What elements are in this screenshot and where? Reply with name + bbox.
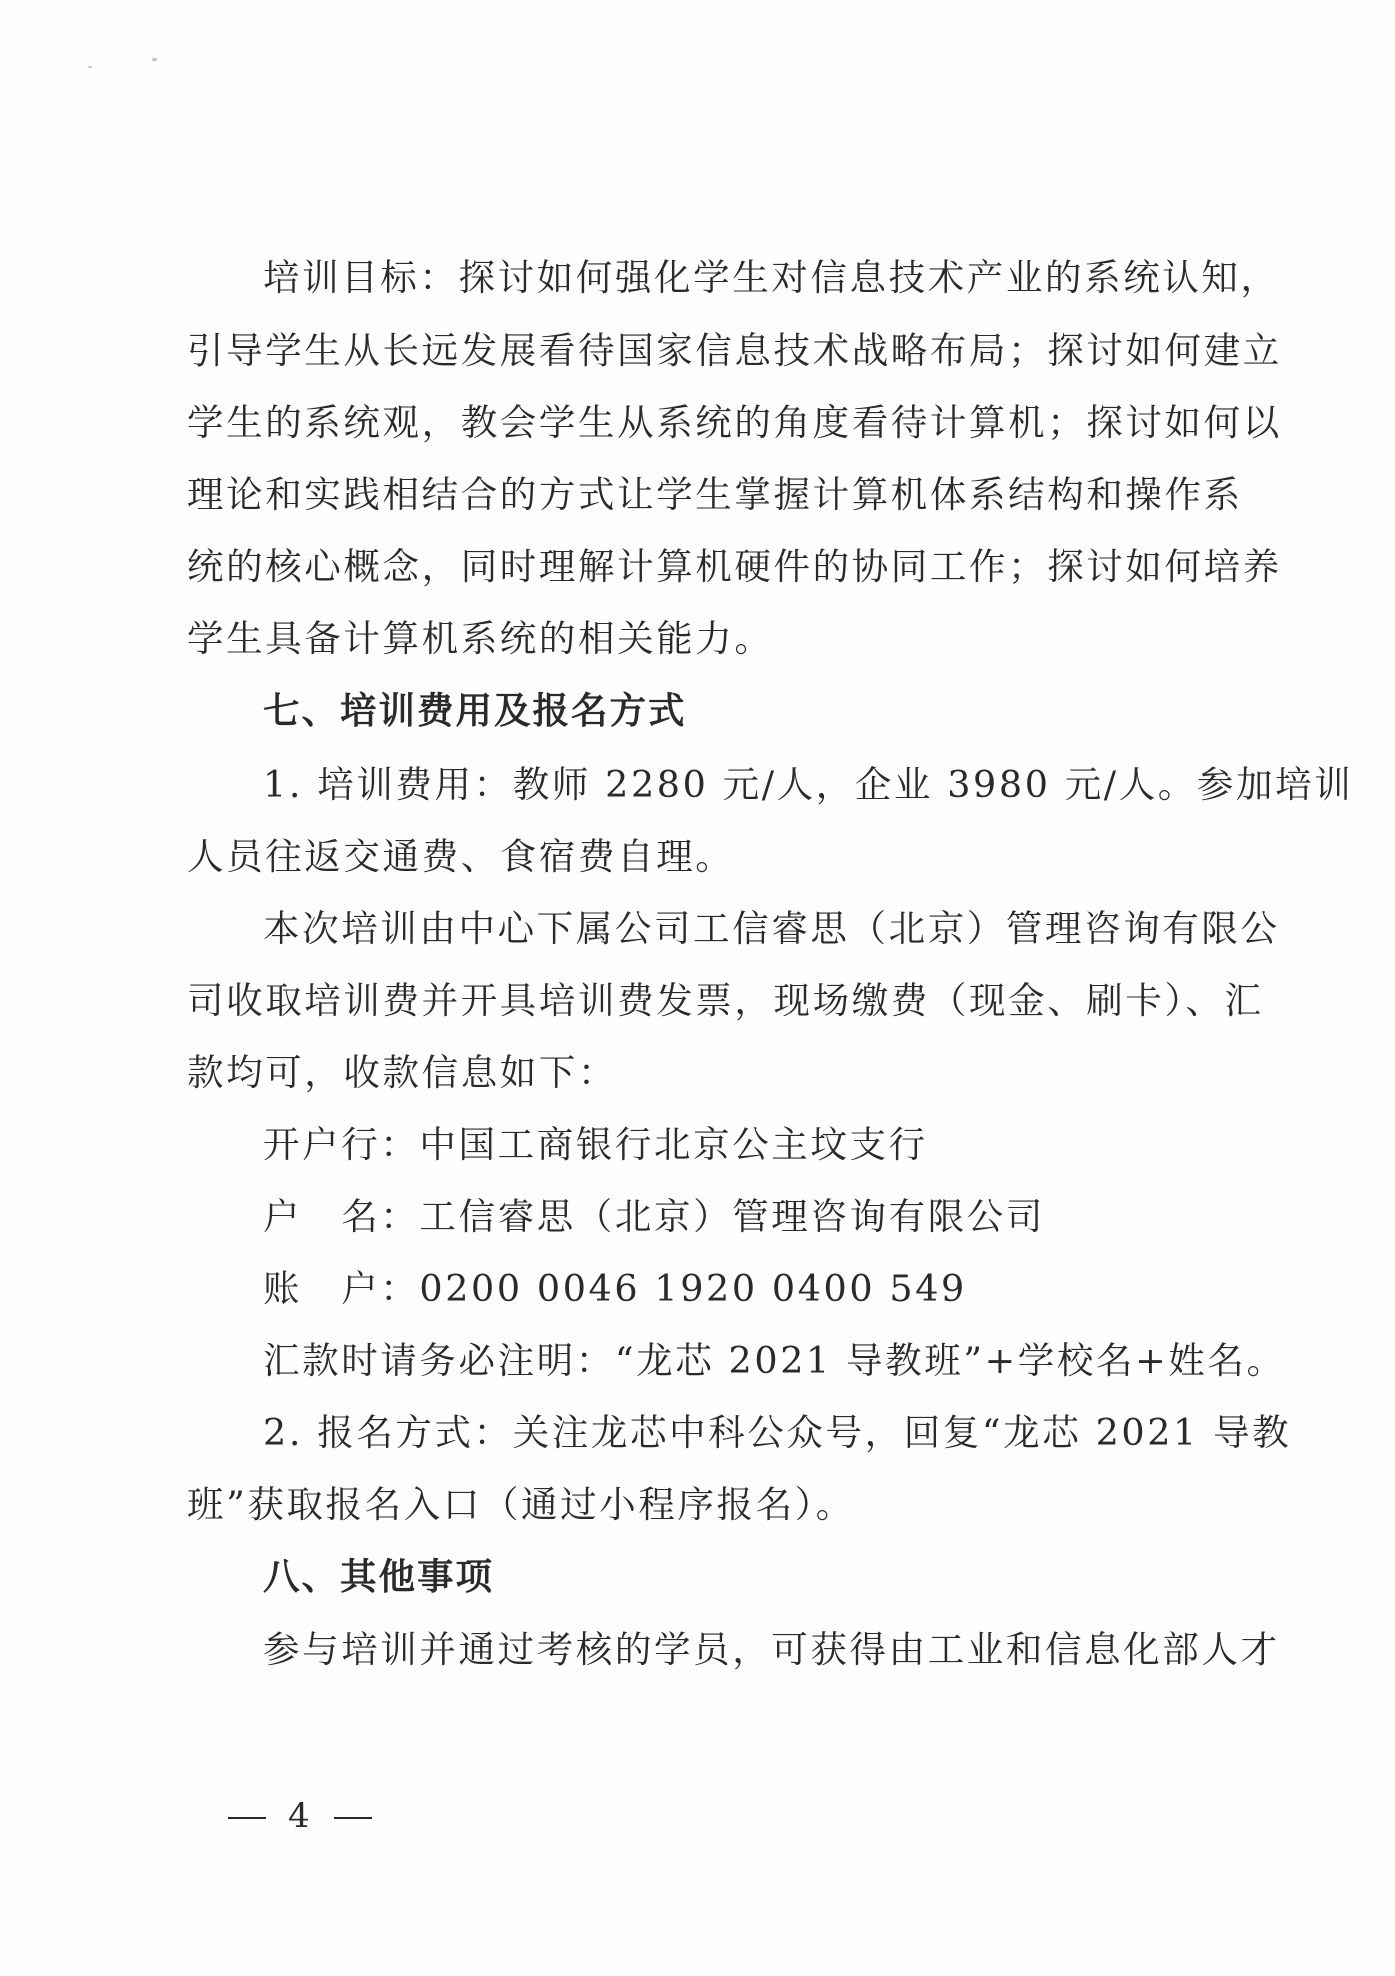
section-heading: 七、培训费用及报名方式 bbox=[263, 689, 687, 732]
paragraph-line: 理论和实践相结合的方式让学生掌握计算机体系结构和操作系 bbox=[187, 473, 1243, 516]
paragraph-line: 人员往返交通费、食宿费自理。 bbox=[187, 835, 735, 878]
paragraph-line: 学生的系统观，教会学生从系统的角度看待计算机；探讨如何以 bbox=[187, 401, 1282, 444]
scan-speck bbox=[152, 58, 157, 61]
account-name-line: 户 名：工信睿思（北京）管理咨询有限公司 bbox=[263, 1195, 1045, 1238]
page-number-value: 4 bbox=[288, 1796, 312, 1836]
bank-name-line: 开户行：中国工商银行北京公主坟支行 bbox=[263, 1123, 928, 1166]
remittance-note-line: 汇款时请务必注明：“龙芯 2021 导教班”+学校名+姓名。 bbox=[263, 1339, 1286, 1382]
dash-right bbox=[334, 1817, 372, 1819]
paragraph-line: 培训目标：探讨如何强化学生对信息技术产业的系统认知， bbox=[263, 256, 1280, 299]
page-number bbox=[228, 1794, 372, 1838]
paragraph-line: 款均可，收款信息如下： bbox=[187, 1051, 618, 1094]
paragraph-line: 本次培训由中心下属公司工信睿思（北京）管理咨询有限公 bbox=[263, 907, 1280, 950]
paragraph-line: 2. 报名方式：关注龙芯中科公众号，回复“龙芯 2021 导教 bbox=[263, 1411, 1292, 1454]
dash-left bbox=[228, 1817, 266, 1819]
paragraph-line: 参与培训并通过考核的学员，可获得由工业和信息化部人才 bbox=[263, 1628, 1280, 1671]
paragraph-line: 统的核心概念，同时理解计算机硬件的协同工作；探讨如何培养 bbox=[187, 545, 1282, 588]
account-number-line: 账 户：0200 0046 1920 0400 549 bbox=[263, 1267, 967, 1310]
paragraph-line: 司收取培训费并开具培训费发票，现场缴费（现金、刷卡）、汇 bbox=[187, 979, 1264, 1022]
scan-speck bbox=[88, 66, 92, 68]
paragraph-line: 班”获取报名入口（通过小程序报名）。 bbox=[187, 1483, 855, 1526]
paragraph-line: 学生具备计算机系统的相关能力。 bbox=[187, 617, 774, 660]
paragraph-line: 1. 培训费用：教师 2280 元/人，企业 3980 元/人。参加培训 bbox=[263, 763, 1354, 806]
section-heading: 八、其他事项 bbox=[263, 1555, 494, 1598]
paragraph-line: 引导学生从长远发展看待国家信息技术战略布局；探讨如何建立 bbox=[187, 329, 1282, 372]
